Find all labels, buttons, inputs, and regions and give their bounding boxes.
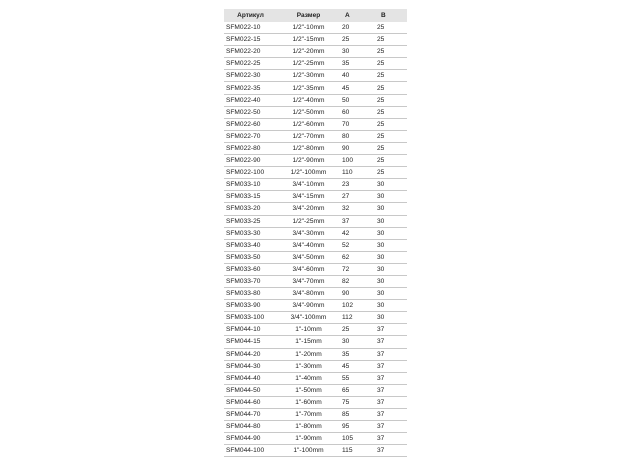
cell-a: 95 (342, 423, 350, 431)
table-row (224, 46, 407, 58)
cell-b: 30 (377, 217, 385, 225)
table-header (224, 9, 407, 22)
cell-article: SFM033-50 (226, 253, 261, 261)
table-row (224, 336, 407, 348)
cell-b: 25 (377, 60, 385, 68)
cell-size: 1"-50mm (295, 386, 322, 394)
table-row (224, 312, 407, 324)
cell-b: 25 (377, 72, 385, 80)
cell-b: 37 (377, 386, 385, 394)
cell-a: 80 (342, 132, 350, 140)
header-size: Размер (296, 12, 321, 19)
cell-article: SFM044-80 (226, 423, 261, 431)
cell-b: 37 (377, 411, 385, 419)
cell-size: 1/2"-80mm (292, 144, 325, 152)
cell-article: SFM022-50 (226, 108, 261, 116)
cell-size: 1/2"-50mm (292, 108, 325, 116)
table-row (224, 240, 407, 252)
cell-article: SFM033-70 (226, 278, 261, 286)
cell-a: 100 (342, 157, 354, 165)
table-row (224, 58, 407, 70)
cell-size: 1"-70mm (295, 411, 322, 419)
cell-b: 30 (377, 278, 385, 286)
table-row (224, 373, 407, 385)
cell-size: 1/2"-10mm (292, 24, 325, 32)
cell-size: 3/4"-10mm (292, 181, 325, 189)
table-row (224, 34, 407, 46)
header-b: B (381, 12, 386, 19)
cell-b: 37 (377, 398, 385, 406)
table-row (224, 95, 407, 107)
cell-article: SFM033-80 (226, 290, 261, 298)
table-row (224, 82, 407, 94)
table-row (224, 107, 407, 119)
cell-a: 85 (342, 411, 350, 419)
cell-a: 45 (342, 362, 350, 370)
cell-a: 30 (342, 48, 350, 56)
cell-size: 1"-90mm (295, 435, 322, 443)
cell-a: 25 (342, 326, 350, 334)
cell-article: SFM044-60 (226, 398, 261, 406)
cell-a: 32 (342, 205, 350, 213)
cell-a: 23 (342, 181, 350, 189)
cell-size: 3/4"-80mm (292, 290, 325, 298)
cell-a: 62 (342, 253, 350, 261)
cell-b: 25 (377, 132, 385, 140)
table-row (224, 167, 407, 179)
cell-size: 3/4"-40mm (292, 241, 325, 249)
cell-a: 112 (342, 314, 353, 322)
cell-size: 1/2"-40mm (292, 96, 325, 104)
cell-b: 30 (377, 205, 385, 213)
cell-article: SFM044-15 (226, 338, 261, 346)
table-row (224, 191, 407, 203)
cell-size: 1/2"-25mm (292, 60, 325, 68)
cell-a: 75 (342, 398, 350, 406)
table-row (224, 349, 407, 361)
cell-a: 72 (342, 265, 350, 273)
cell-b: 30 (377, 265, 385, 273)
cell-b: 37 (377, 435, 385, 443)
cell-a: 37 (342, 217, 350, 225)
cell-a: 40 (342, 72, 350, 80)
table-row (224, 203, 407, 215)
cell-b: 37 (377, 362, 385, 370)
cell-b: 30 (377, 193, 385, 201)
cell-b: 30 (377, 253, 385, 261)
cell-size: 3/4"-50mm (292, 253, 325, 261)
cell-a: 50 (342, 96, 350, 104)
cell-b: 25 (377, 108, 385, 116)
cell-article: SFM022-35 (226, 84, 261, 92)
table-row (224, 445, 407, 457)
cell-size: 1/2"-100mm (290, 169, 327, 177)
table-row (224, 433, 407, 445)
cell-article: SFM033-90 (226, 302, 261, 310)
table-row (224, 179, 407, 191)
cell-a: 35 (342, 60, 350, 68)
cell-a: 35 (342, 350, 350, 358)
cell-article: SFM044-40 (226, 374, 261, 382)
table-body (224, 22, 407, 457)
cell-b: 30 (377, 302, 385, 310)
cell-a: 42 (342, 229, 350, 237)
table-row (224, 252, 407, 264)
cell-a: 52 (342, 241, 350, 249)
cell-b: 25 (377, 144, 385, 152)
cell-b: 30 (377, 241, 385, 249)
cell-b: 25 (377, 157, 385, 165)
table-row (224, 228, 407, 240)
cell-b: 25 (377, 24, 385, 32)
table-row (224, 264, 407, 276)
cell-article: SFM044-30 (226, 362, 261, 370)
cell-a: 82 (342, 278, 350, 286)
cell-article: SFM022-80 (226, 144, 261, 152)
cell-size: 1/2"-70mm (292, 132, 325, 140)
cell-size: 1/2"-20mm (292, 48, 325, 56)
cell-size: 1/2"-90mm (292, 157, 325, 165)
cell-size: 1"-20mm (295, 350, 322, 358)
table-row (224, 361, 407, 373)
cell-size: 1/2"-15mm (292, 36, 325, 44)
cell-article: SFM022-15 (226, 36, 261, 44)
table-row (224, 216, 407, 228)
cell-size: 3/4"-15mm (292, 193, 325, 201)
cell-article: SFM033-30 (226, 229, 261, 237)
cell-a: 90 (342, 290, 350, 298)
cell-a: 115 (342, 447, 353, 455)
cell-size: 1/2"-25mm (292, 217, 325, 225)
header-article: Артикул (237, 12, 264, 19)
cell-article: SFM044-100 (226, 447, 265, 455)
cell-article: SFM022-90 (226, 157, 261, 165)
cell-article: SFM022-20 (226, 48, 261, 56)
cell-a: 65 (342, 386, 350, 394)
cell-article: SFM022-70 (226, 132, 261, 140)
cell-article: SFM033-15 (226, 193, 261, 201)
cell-article: SFM033-60 (226, 265, 261, 273)
cell-size: 1"-80mm (295, 423, 322, 431)
cell-a: 70 (342, 120, 350, 128)
cell-size: 1"-30mm (295, 362, 322, 370)
cell-size: 3/4"-90mm (292, 302, 325, 310)
table-row (224, 276, 407, 288)
cell-article: SFM033-100 (226, 314, 265, 322)
cell-b: 37 (377, 423, 385, 431)
cell-b: 30 (377, 181, 385, 189)
cell-b: 30 (377, 290, 385, 298)
cell-article: SFM022-10 (226, 24, 261, 32)
cell-b: 25 (377, 36, 385, 44)
cell-b: 37 (377, 447, 385, 455)
cell-b: 37 (377, 374, 385, 382)
cell-size: 3/4"-60mm (292, 265, 325, 273)
cell-article: SFM022-60 (226, 120, 261, 128)
table-row (224, 119, 407, 131)
cell-b: 37 (377, 338, 385, 346)
cell-a: 105 (342, 435, 354, 443)
table-row (224, 288, 407, 300)
cell-size: 1"-60mm (295, 398, 322, 406)
cell-a: 25 (342, 36, 350, 44)
table-row (224, 409, 407, 421)
cell-article: SFM044-20 (226, 350, 261, 358)
cell-article: SFM044-50 (226, 386, 261, 394)
table-row (224, 22, 407, 34)
table-row (224, 385, 407, 397)
table-row (224, 143, 407, 155)
cell-article: SFM044-10 (226, 326, 261, 334)
cell-article: SFM033-10 (226, 181, 261, 189)
table-row (224, 155, 407, 167)
cell-size: 1/2"-60mm (292, 120, 325, 128)
table-row (224, 324, 407, 336)
cell-b: 37 (377, 326, 385, 334)
cell-article: SFM022-25 (226, 60, 261, 68)
cell-a: 90 (342, 144, 350, 152)
cell-size: 1/2"-30mm (292, 72, 325, 80)
cell-article: SFM022-30 (226, 72, 261, 80)
table-row (224, 131, 407, 143)
cell-a: 60 (342, 108, 350, 116)
cell-article: SFM022-100 (226, 169, 265, 177)
cell-a: 27 (342, 193, 350, 201)
cell-article: SFM044-70 (226, 411, 261, 419)
cell-size: 3/4"-70mm (292, 278, 325, 286)
cell-size: 1"-40mm (295, 374, 322, 382)
cell-article: SFM044-90 (226, 435, 261, 443)
cell-size: 3/4"-100mm (290, 314, 327, 322)
cell-size: 1"-100mm (293, 447, 324, 455)
cell-size: 1/2"-35mm (292, 84, 325, 92)
cell-size: 3/4"-30mm (292, 229, 325, 237)
cell-a: 30 (342, 338, 350, 346)
cell-b: 30 (377, 314, 385, 322)
cell-a: 20 (342, 24, 350, 32)
spec-table (224, 9, 407, 457)
cell-a: 110 (342, 169, 353, 177)
header-a: A (345, 12, 350, 19)
table-row (224, 421, 407, 433)
table-row (224, 70, 407, 82)
cell-size: 3/4"-20mm (292, 205, 325, 213)
table-row (224, 397, 407, 409)
cell-size: 1"-10mm (295, 326, 322, 334)
table-row (224, 300, 407, 312)
cell-article: SFM033-40 (226, 241, 261, 249)
cell-article: SFM033-25 (226, 217, 261, 225)
cell-b: 30 (377, 229, 385, 237)
cell-a: 102 (342, 302, 354, 310)
cell-b: 25 (377, 169, 385, 177)
cell-article: SFM033-20 (226, 205, 261, 213)
cell-b: 25 (377, 96, 385, 104)
cell-a: 55 (342, 374, 350, 382)
cell-b: 25 (377, 120, 385, 128)
cell-size: 1"-15mm (295, 338, 322, 346)
cell-b: 25 (377, 48, 385, 56)
cell-a: 45 (342, 84, 350, 92)
cell-article: SFM022-40 (226, 96, 261, 104)
cell-b: 25 (377, 84, 385, 92)
cell-b: 37 (377, 350, 385, 358)
